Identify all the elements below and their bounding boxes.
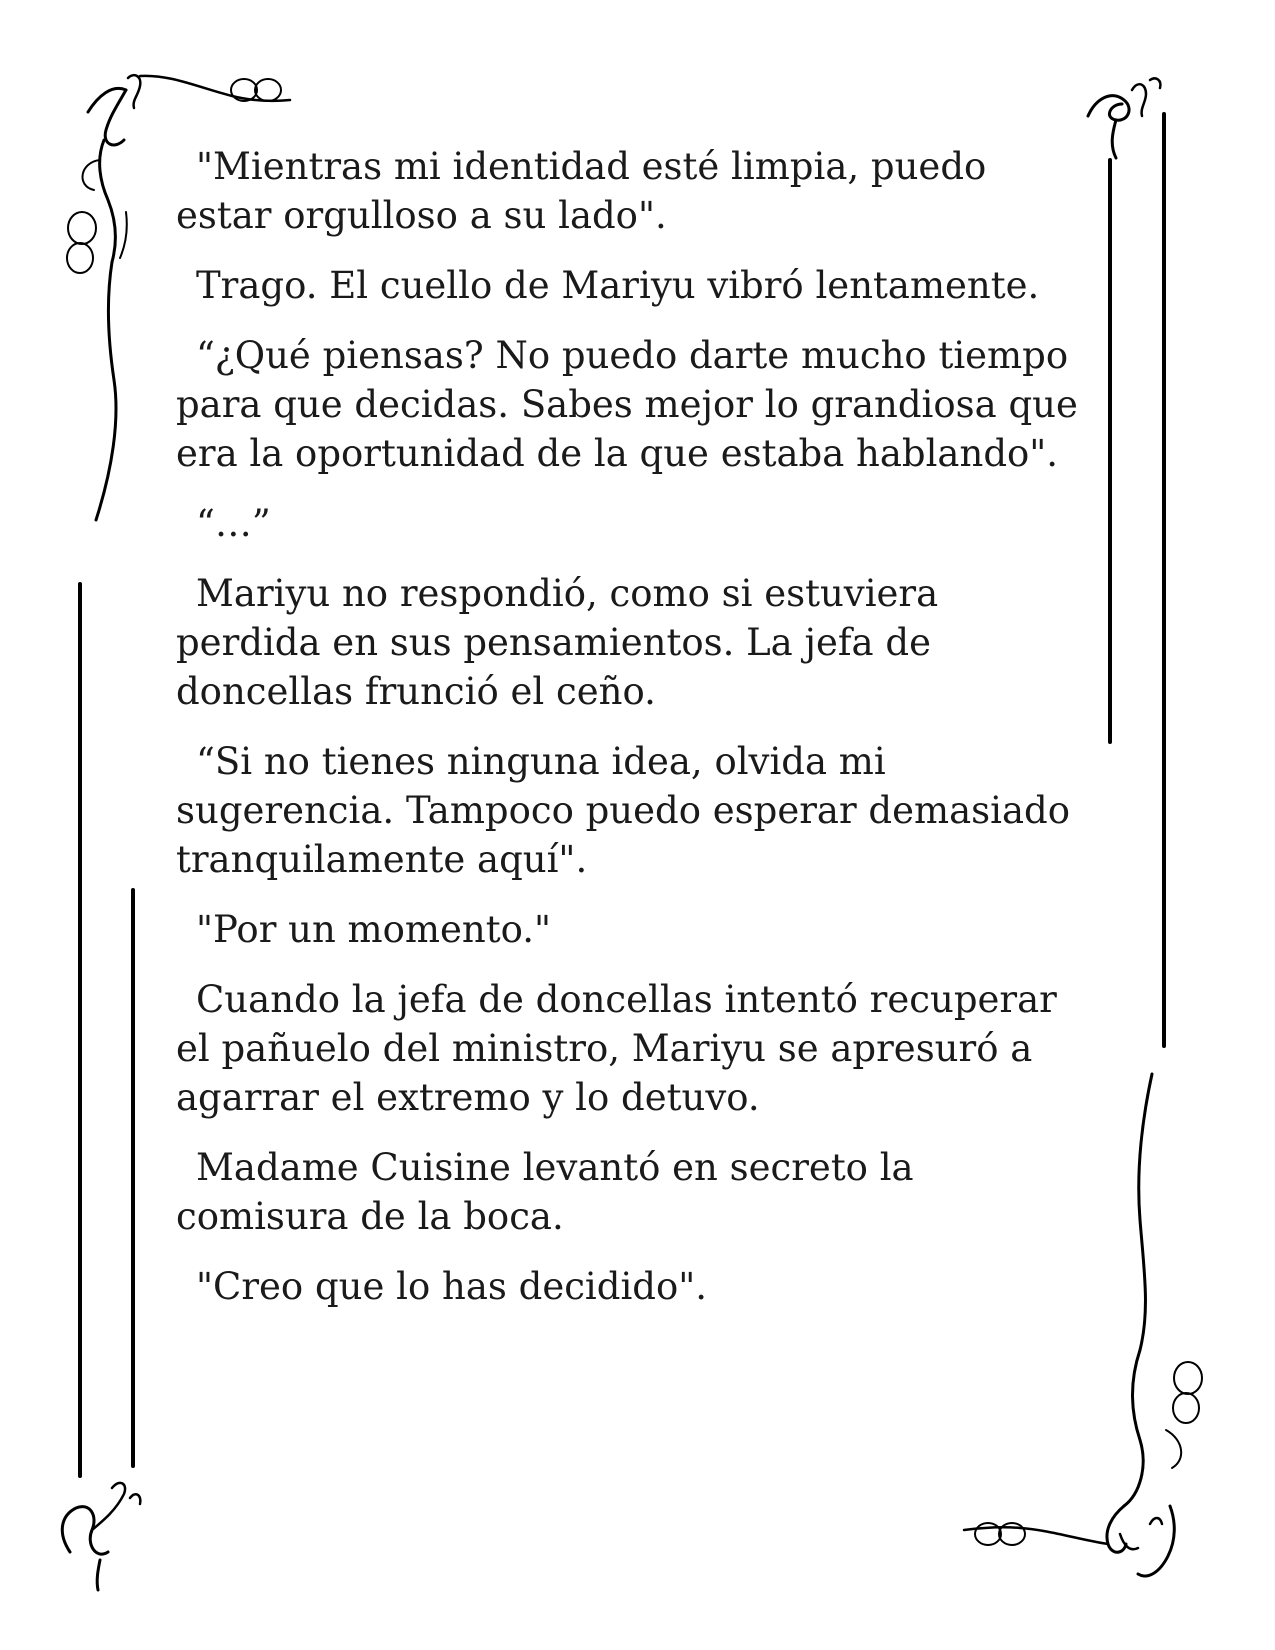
text-line: Madame Cuisine levantó en secreto la <box>196 1146 914 1189</box>
text-line: “¿Qué piensas? No puedo darte mucho tiempo <box>196 334 1069 377</box>
text-line: "Por un momento." <box>196 908 552 951</box>
text-line: Mariyu no respondió, como si estuviera <box>196 572 939 615</box>
text-line: agarrar el extremo y lo detuvo. <box>176 1076 760 1119</box>
paragraph-3 <box>176 331 1096 478</box>
top-right-flourish-icon <box>1088 78 1164 1046</box>
text-line: comisura de la boca. <box>176 1195 564 1238</box>
bottom-left-flourish-icon <box>62 1483 140 1590</box>
text-line: “Si no tienes ninguna idea, olvida mi <box>196 740 886 783</box>
paragraph-7 <box>176 905 1096 954</box>
paragraph-4 <box>176 499 1096 548</box>
text-line: “…” <box>196 502 271 545</box>
paragraph-6 <box>176 737 1096 884</box>
text-line: perdida en sus pensamientos. La jefa de <box>176 621 931 664</box>
text-line: estar orgulloso a su lado". <box>176 194 667 237</box>
text-line: el pañuelo del ministro, Mariyu se apresuró a <box>176 1027 1033 1070</box>
text-line: "Creo que lo has decidido". <box>196 1265 708 1308</box>
text-line: Cuando la jefa de doncellas intentó recuperar <box>196 978 1057 1021</box>
text-line: tranquilamente aquí". <box>176 838 588 881</box>
text-line: "Mientras mi identidad esté limpia, puedo <box>196 145 987 188</box>
story-text <box>176 142 1096 1332</box>
paragraph-9 <box>176 1143 1096 1241</box>
paragraph-5 <box>176 569 1096 716</box>
text-line: era la oportunidad de la que estaba hablando". <box>176 432 1059 475</box>
text-line: para que decidas. Sabes mejor lo grandiosa que <box>176 383 1078 426</box>
paragraph-2 <box>176 261 1096 310</box>
paragraph-10 <box>176 1262 1096 1311</box>
paragraph-8 <box>176 975 1096 1122</box>
text-line: Trago. El cuello de Mariyu vibró lentamente. <box>196 264 1040 307</box>
text-line: sugerencia. Tampoco puedo esperar demasiado <box>176 789 1070 832</box>
paragraph-1 <box>176 142 1096 240</box>
text-line: doncellas frunció el ceño. <box>176 670 656 713</box>
